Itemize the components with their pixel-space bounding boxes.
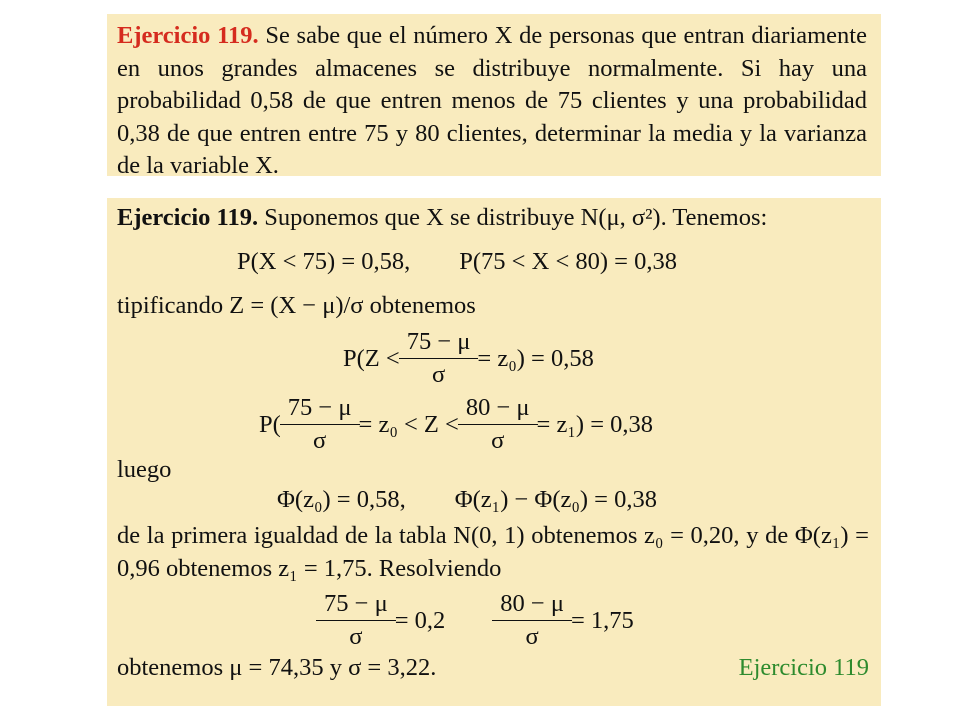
eq3-denominator-2: σ (458, 424, 538, 455)
eq5-result-1: = 0,2 (394, 606, 446, 634)
solution-intro: Suponemos que X se distribuye N(μ, σ²). Tenemos: (264, 204, 768, 231)
eq2-denominator: σ (399, 358, 479, 389)
eq2-numerator: 75 − μ (406, 328, 471, 355)
problem-statement-box (107, 14, 881, 179)
equation-5 (317, 590, 634, 651)
eq3-middle: = z₀ < Z < (358, 410, 459, 438)
eq5-numerator-1: 75 − μ (324, 590, 388, 617)
eq3-fraction-2 (462, 394, 534, 455)
equation-3 (259, 394, 653, 455)
problem-text: Se sabe que el número X de personas que entran diariamente en unos grandes almacenes se distribuye normalmente. Si hay una probabilidad 0,58 de que entren menos de 75 clientes y una probabilidad 0,38 de que entren entre 75 y 80 clientes, determinar la media y la varianza de la variable X. (117, 22, 867, 179)
eq2-right: = z₀) = 0,58 (477, 344, 594, 372)
eq5-denominator-1: σ (316, 620, 396, 651)
eq3-numerator-1: 75 − μ (287, 394, 352, 421)
eq3-numerator-2: 80 − μ (465, 394, 530, 421)
equation-2 (343, 328, 594, 389)
exercise-tag: Ejercicio 119 (738, 654, 869, 681)
final-line: obtenemos μ = 74,35 y σ = 3,22. (117, 654, 437, 681)
eq5-result-2: = 1,75 (570, 606, 634, 634)
eq5-denominator-2: σ (492, 620, 572, 651)
eq5-fraction-1 (320, 590, 392, 651)
solution-label: Ejercicio 119. (117, 204, 259, 231)
solution-box (107, 198, 881, 706)
equation-4: Φ(z₀) = 0,58, Φ(z₁) − Φ(z₀) = 0,38 (277, 486, 658, 513)
solution-intro-line (117, 204, 767, 232)
eq2-fraction (403, 328, 475, 389)
eq5-fraction-2 (496, 590, 568, 651)
luego-line: luego (117, 456, 172, 483)
resolution-paragraph: de la primera igualdad de la tabla N(0, 1) obtenemos z₀ = 0,20, y de Φ(z₁) = 0,96 obtenemos z₁ = 1,75. Resolviendo (117, 522, 869, 582)
eq3-denominator-1: σ (280, 424, 360, 455)
tipificando-line: tipificando Z = (X − μ)/σ obtenemos (117, 292, 476, 319)
problem-label: Ejercicio 119. (117, 22, 259, 49)
equation-1: P(X < 75) = 0,58, P(75 < X < 80) = 0,38 (237, 248, 677, 275)
eq5-numerator-2: 80 − μ (500, 590, 564, 617)
eq2-left: P(Z < (343, 344, 400, 372)
eq3-fraction-1 (284, 394, 356, 455)
problem-paragraph (117, 20, 867, 183)
eq3-end: = z₁) = 0,38 (536, 410, 654, 438)
eq3-start: P( (259, 410, 281, 438)
